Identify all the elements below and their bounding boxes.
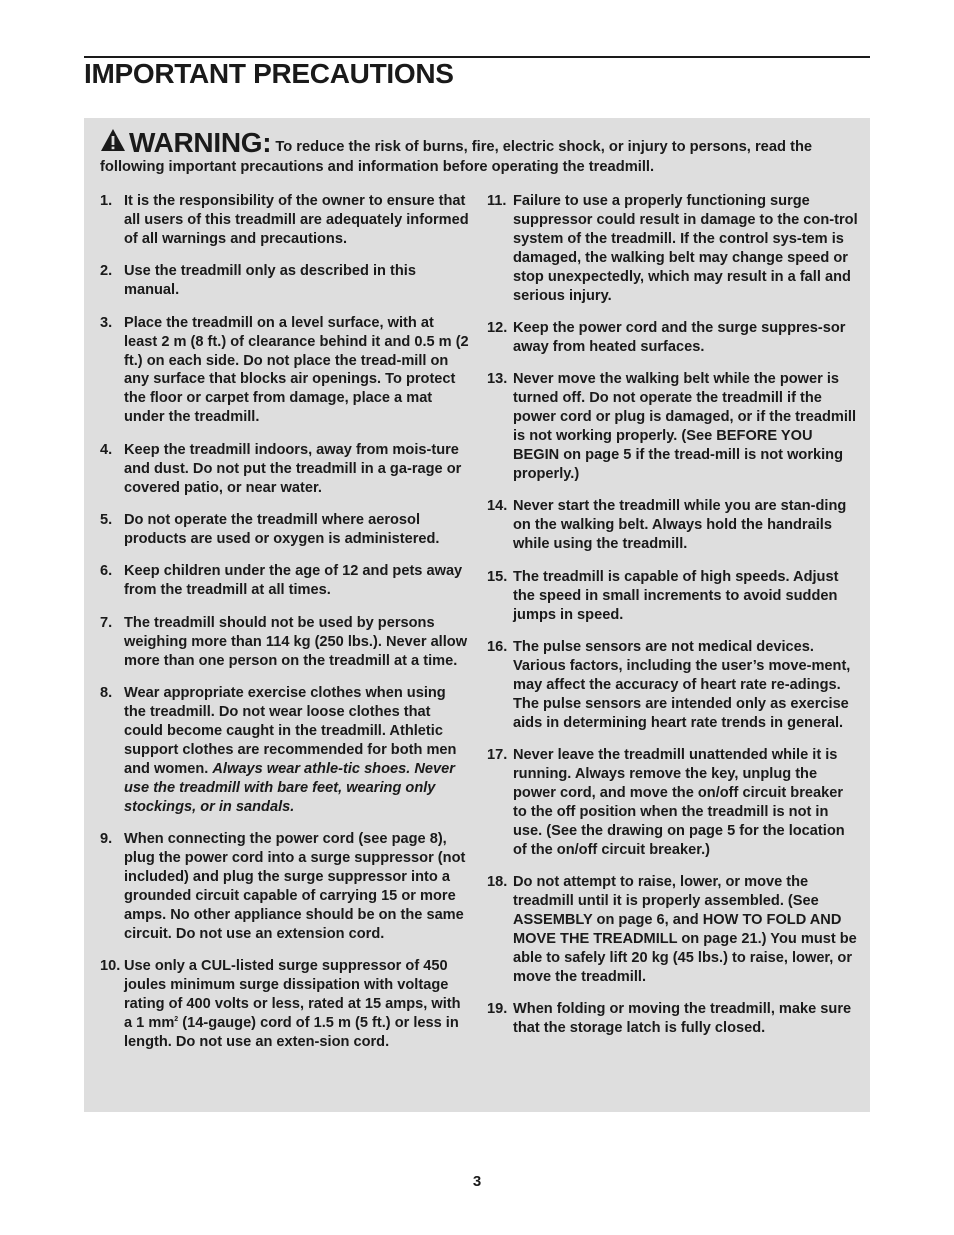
warning-triangle-icon (100, 128, 126, 152)
list-item (487, 746, 859, 859)
item-number: 9. (100, 831, 113, 848)
list-item (100, 957, 470, 1052)
item-number: 3. (100, 314, 113, 331)
list-item (100, 262, 470, 300)
list-item (487, 638, 859, 733)
item-text: It is the responsibility of the owner to ensure that all users of this treadmill are adequately informed of all warnings and precautions. (124, 193, 469, 247)
item-number: 14. (487, 498, 508, 515)
list-item (100, 192, 470, 249)
list-item (100, 614, 470, 671)
item-text-continued: (14-gauge) cord of 1.5 m (5 ft.) or less in length. Do not use an exten-sion cord. (124, 1014, 459, 1050)
page-number: 3 (472, 1173, 482, 1190)
superscript: 2 (174, 1015, 179, 1023)
list-item (487, 370, 859, 483)
item-number: 2. (100, 263, 113, 280)
item-text: Use the treadmill only as described in this manual. (124, 263, 416, 299)
warning-block (100, 128, 860, 177)
item-text: When connecting the power cord (see page 8), plug the power cord into a surge suppressor (not included) and plug the surge suppressor into a grounded circuit capable of carrying 15 or more amps. No other appliance should be on the same circuit. Do not use an extension cord. (124, 831, 466, 942)
list-item (100, 511, 470, 549)
list-item (100, 562, 470, 600)
list-item (487, 319, 859, 357)
list-item (487, 192, 859, 305)
item-number: 12. (487, 320, 508, 337)
item-number: 8. (100, 685, 113, 702)
item-text: Keep children under the age of 12 and pets away from the treadmill at all times. (124, 563, 463, 599)
item-number: 10. (100, 958, 121, 975)
precautions-list-left (100, 192, 470, 1065)
list-item (100, 314, 470, 427)
item-number: 19. (487, 1001, 508, 1018)
item-text: Do not attempt to raise, lower, or move the treadmill until it is properly assembled. (See ASSEMBLY on page 6, and HOW TO FOLD AND MOVE THE TREADMILL on page 21.) You must be able to safely lift 20 kg (45 lbs.) to raise, lower, or move the treadmill. (513, 874, 857, 985)
list-item (100, 684, 470, 816)
item-number: 16. (487, 639, 508, 656)
item-text: Use only a CUL-listed surge suppressor of 450 joules minimum surge dissipation with voltage rating of 400 volts or less, rated at 15 amps, with a 1 mm (124, 958, 461, 1031)
precautions-panel (84, 118, 870, 1112)
list-item (487, 873, 859, 986)
item-number: 1. (100, 193, 113, 209)
item-number: 18. (487, 874, 508, 891)
item-text: Never move the walking belt while the power is turned off. Do not operate the treadmill if the power cord or plug is damaged, or if the treadmill is not working properly. (See BEFORE YOU BEGIN on page 5 if the tread-mill is not working properly.) (513, 371, 857, 482)
item-text: Place the treadmill on a level surface, with at least 2 m (8 ft.) of clearance behind it and 0.5 m (2 ft.) on each side. Do not place the tread-mill on any surface that blocks air openings. To protect the floor or carpet from damage, place a mat under the treadmill. (124, 314, 469, 426)
item-text: Wear appropriate exercise clothes when using the treadmill. Do not wear loose clothes that could become caught in the treadmill. Athletic support clothes are recommended for both men and women. (124, 685, 457, 777)
item-number: 4. (100, 441, 113, 458)
item-number: 5. (100, 512, 113, 529)
item-text: The treadmill is capable of high speeds. Adjust the speed in small increments to avoid sudden jumps in speed. (513, 568, 839, 623)
item-number: 11. (487, 193, 507, 209)
list-item (487, 1000, 859, 1038)
item-number: 7. (100, 614, 113, 631)
list-item (487, 497, 859, 554)
list-item (100, 830, 470, 943)
item-number: 17. (487, 747, 508, 764)
item-text-italic: Always wear athle-tic shoes. Never use the treadmill with bare feet, wearing only stockings, or in sandals. (124, 760, 455, 815)
item-text: The treadmill should not be used by persons weighing more than 114 kg (250 lbs.). Never allow more than one person on the treadmill at a time. (124, 614, 468, 669)
item-text: Keep the power cord and the surge suppres-sor away from heated surfaces. (513, 320, 846, 355)
item-number: 6. (100, 563, 113, 580)
item-text: Never start the treadmill while you are stan-ding on the walking belt. Always hold the handrails while using the treadmill. (513, 498, 847, 553)
item-text: Never leave the treadmill unattended while it is running. Always remove the key, unplug the power cord, and move the on/off circuit breaker to the off position when the treadmill is not in use. (See the drawing on page 5 for the location of the on/off circuit breaker.) (513, 747, 845, 858)
item-number: 13. (487, 371, 508, 388)
item-text: When folding or moving the treadmill, make sure that the storage latch is fully closed. (513, 1001, 852, 1037)
item-text: The pulse sensors are not medical devices. Various factors, including the user’s move-ment, may affect the accuracy of heart rate re-adings. The pulse sensors are intended only as exercise aids in determining heart rate trends in general. (513, 639, 851, 731)
item-text: Failure to use a properly functioning surge suppressor could result in damage to the con-trol system of the treadmill. If the control sys-tem is damaged, the walking belt may change speed or stop unexpectedly, which may result in a fall and serious injury. (513, 193, 858, 304)
warning-heading: WARNING: (129, 127, 272, 158)
list-item (100, 441, 470, 498)
item-text: Keep the treadmill indoors, away from mois-ture and dust. Do not put the treadmill in a ga-rage or covered patio, or near water. (124, 441, 462, 496)
item-number: 15. (487, 568, 508, 585)
warning-text: To reduce the risk of burns, fire, electric shock, or injury to persons, read the following important precautions and information before operating the treadmill. (100, 139, 813, 175)
page-title: IMPORTANT PRECAUTIONS (84, 58, 454, 89)
precautions-list-right (487, 192, 859, 1052)
list-item (487, 568, 859, 625)
item-text: Do not operate the treadmill where aerosol products are used or oxygen is administered. (124, 512, 440, 547)
